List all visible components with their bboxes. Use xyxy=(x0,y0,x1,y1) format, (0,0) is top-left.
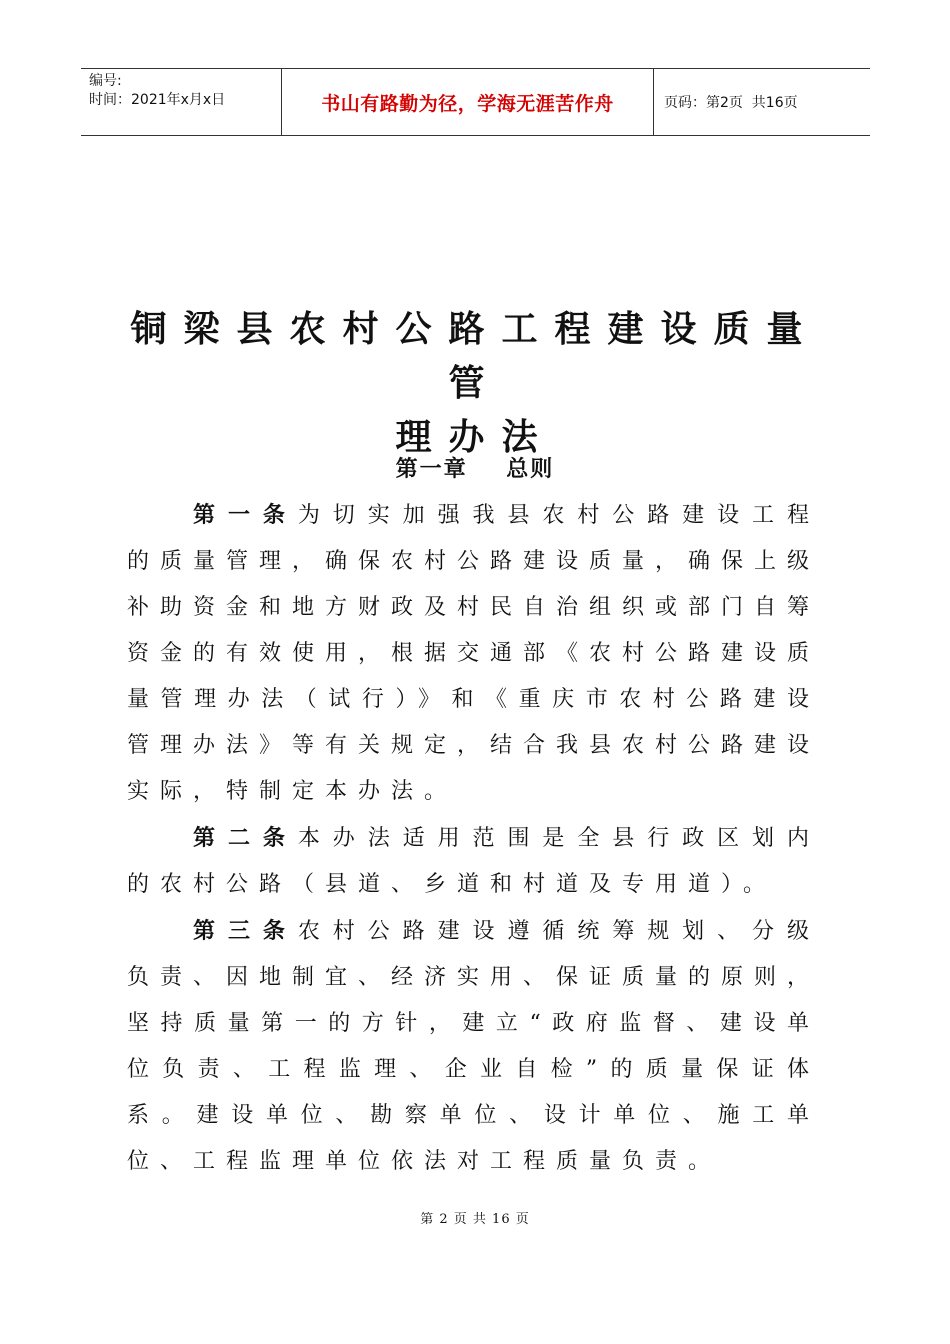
document-time-label: 时间：2021年x月x日 xyxy=(89,92,226,108)
article-label: 第一条 xyxy=(193,502,298,528)
article-paragraph xyxy=(127,908,820,1185)
header-meta xyxy=(81,69,281,135)
article-paragraph xyxy=(127,492,820,815)
header-motto: 书山有路勤为径，学海无涯苦作舟 xyxy=(281,69,654,135)
title-line-2: 理办法 xyxy=(395,416,555,458)
document-number-label: 编号: xyxy=(89,73,122,89)
chapter-heading: 第一章 总则 xyxy=(395,457,555,482)
document-body xyxy=(127,492,820,1185)
article-text: 为切实加强我县农村公路建设工程的质量管理，确保农村公路建设质量，确保上级补助资金和地方财政及村民自治组织或部门自筹资金的有效使用，根据交通部《农村公路建设质量管理办法（试行）》和《重庆市农村公路建设管理办法》等有关规定，结合我县农村公路建设实际，特制定本办法。 xyxy=(127,503,821,804)
article-label: 第三条 xyxy=(193,918,298,944)
article-text: 农村公路建设遵循统筹规划、分级负责、因地制宜、经济实用、保证质量的原则，坚持质量第一的方针，建立“政府监督、建设单位负责、工程监理、企业自检”的质量保证体系。建设单位、勘察单位、设计单位、施工单位、工程监理单位依法对工程质量负责。 xyxy=(127,919,821,1174)
title-line-1: 铜梁县农村公路工程建设质量管 xyxy=(130,308,820,404)
page-footer: 第 2 页 共 16 页 xyxy=(420,1212,530,1227)
header-page-info: 页码：第2页 共16页 xyxy=(664,95,798,111)
article-paragraph xyxy=(127,815,820,908)
article-label: 第二条 xyxy=(193,825,298,851)
article-text: 本办法适用范围是全县行政区划内的农村公路（县道、乡道和村道及专用道）。 xyxy=(127,826,820,897)
header-table xyxy=(81,68,870,136)
document-title xyxy=(120,302,830,464)
